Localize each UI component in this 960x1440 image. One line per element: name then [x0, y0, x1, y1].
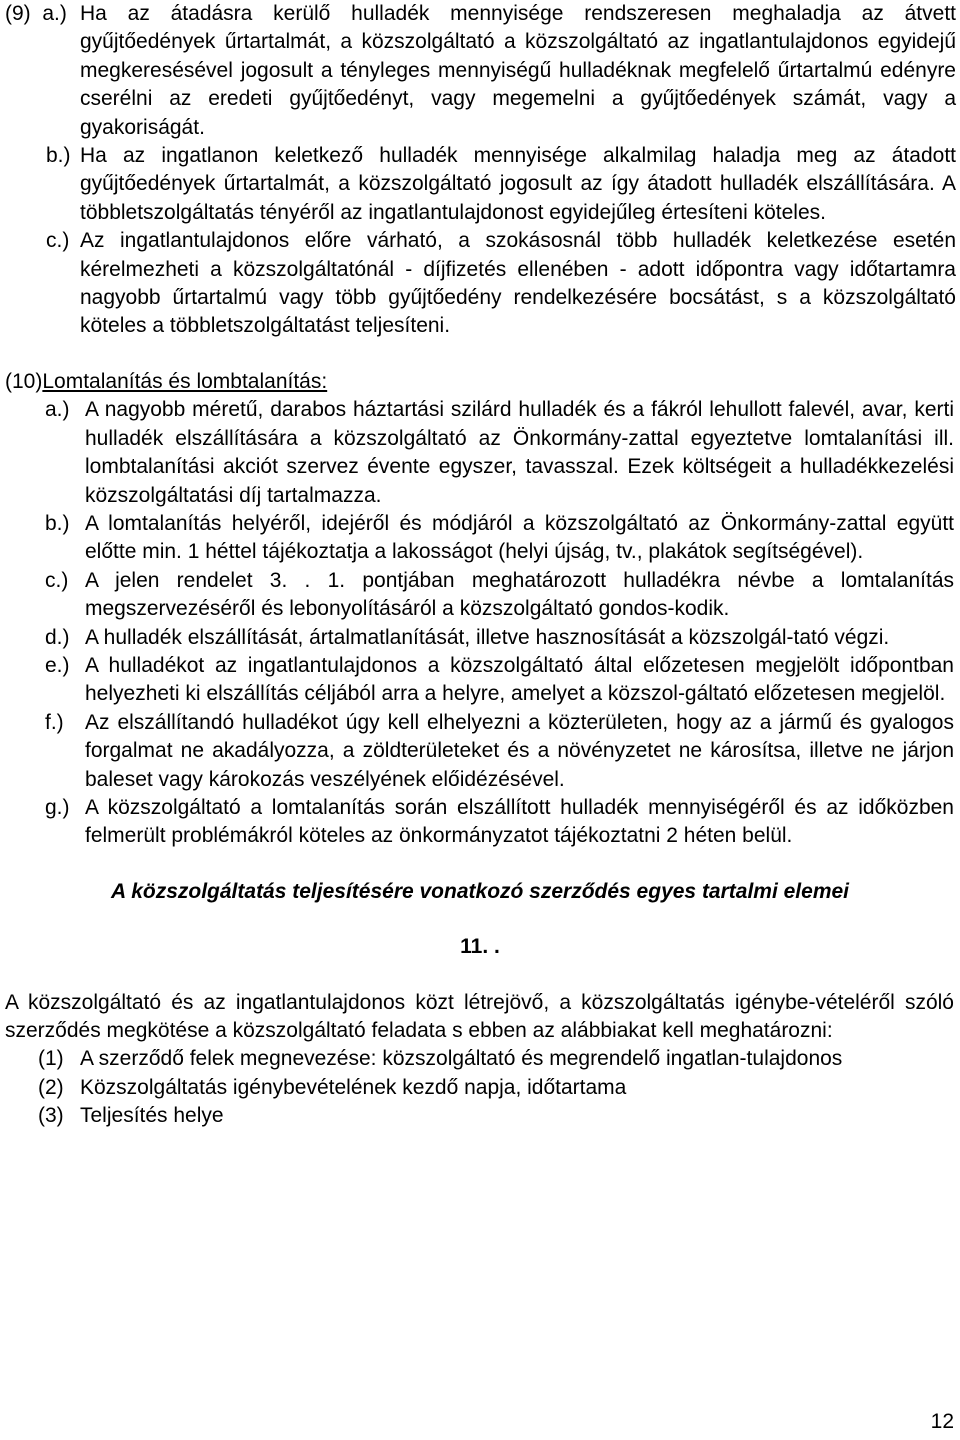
numbered-item-2 [0, 1074, 960, 1102]
section-10-item-c [0, 567, 960, 624]
page-number: 12 [930, 1409, 954, 1433]
item-text: Az elszállítandó hulladékot úgy kell elhelyezni a közterületen, hogy az a jármű és gyalogos forgalmat ne akadályozza, a zöldterületeket és a növényzetet ne károsítsa, illetve ne járjon baleset vagy károkozás veszélyének előidézésével. [85, 710, 954, 791]
item-text: A hulladékot az ingatlantulajdonos a közszolgáltató által előzetesen megjelölt időpontban helyezheti ki elszállítás céljából arra a helyre, amelyet a közszol-gáltató előzetesen megjelöl. [85, 653, 954, 706]
item-text: Ha az ingatlanon keletkező hulladék mennyisége alkalmilag haladja meg az átadott gyűjtőedények űrtartalmát, a közszolgáltató jogosult az így átadott hulladék elszállítására. A többletszolgáltatás tényéről az ingatlantulajdonost egyidejűleg értesíteni köteles. [80, 144, 956, 224]
section-10-marker: (10) [5, 369, 43, 393]
item-text: Teljesítés helye [80, 1104, 224, 1128]
numbered-list [0, 1045, 960, 1130]
item-marker: e.) [45, 653, 70, 677]
section-10-item-d [0, 624, 960, 652]
item-marker: b.) [45, 511, 70, 535]
item-marker: a.) [42, 2, 67, 25]
section-9-item-a [0, 0, 960, 142]
section-10-item-e [0, 652, 960, 709]
item-text: Közszolgáltatás igénybevételének kezdő napja, időtartama [80, 1075, 627, 1099]
intro-paragraph: A közszolgáltató és az ingatlantulajdonos közt létrejövő, a közszolgáltatás igénybe-vételéről szóló szerződés megkötése a közszolgáltató feladata s ebben az alábbiakat kell meghatározni: [5, 990, 954, 1042]
section-9-item-c [0, 227, 960, 341]
item-text: A nagyobb méretű, darabos háztartási szilárd hulladék és a fákról lehullott falevél, avar, kerti hulladék elszállítására a közszolgáltató az Önkormány-zattal egyeztetve lomtalanítási ill. lombtalanítási akciót szervez évente egyszer, tavasszal. Ezek költségeit a hulladékkezelési közszolgáltatási díj tartalmazza. [85, 398, 954, 507]
section-9-item-b [0, 142, 960, 227]
item-marker: f.) [45, 710, 64, 734]
section-title: A közszolgáltatás teljesítésére vonatkozó szerződés egyes tartalmi elemei [110, 879, 850, 903]
item-text: Ha az átadásra kerülő hulladék mennyisége rendszeresen meghaladja az átvett gyűjtőedények űrtartalmát, a közszolgáltató a közszolgáltató az ingatlantulajdonos egyidejű megkeresésével jogosult a tényleges mennyiségű hulladéknak megfelelő űrtartalmú edényre cserélni az eredeti gyűjtőedényt, vagy megemelni a gyűjtőedények számát, vagy a gyakoriságát. [80, 2, 956, 139]
section-9 [0, 0, 960, 341]
item-marker: a.) [45, 398, 70, 422]
item-text: A hulladék elszállítását, ártalmatlanítását, illetve hasznosítását a közszolgál-tató végzi. [85, 625, 890, 649]
section-9-marker: (9) a.) [5, 2, 67, 25]
item-text: A szerződő felek megnevezése: közszolgáltató és megrendelő ingatlan-tulajdonos [80, 1047, 843, 1071]
section-10-item-a [0, 396, 960, 510]
item-text: A lomtalanítás helyéről, idejéről és módjáról a közszolgáltató az Önkormány-zattal együtt előtte min. 1 héttel tájékoztatja a lakosságot (helyi újság, tv., plakátok segítségével). [85, 511, 954, 564]
numbered-item-1 [0, 1045, 960, 1073]
item-marker: (2) [38, 1075, 64, 1099]
section-10-heading [0, 368, 960, 396]
item-text: Az ingatlantulajdonos előre várható, a szokásosnál több hulladék keletkezése esetén kérelmezheti a közszolgáltatónál - díjfizetés ellenében - adott időpontra vagy időtartamra nagyobb űrtartalmú vagy több gyűjtőedény rendelkezésére bocsátást, s a közszolgáltató köteles a többletszolgáltatást teljesíteni. [80, 229, 956, 338]
item-text: A jelen rendelet 3. . 1. pontjában meghatározott hulladékra névbe a lomtalanítás megszervezéséről és lebonyolításáról a közszolgáltató gondos-kodik. [85, 568, 954, 621]
section-number: 11. . [460, 935, 500, 959]
section-10-title: Lomtalanítás és lombtalanítás: [42, 369, 328, 393]
section-10-list [0, 396, 960, 851]
item-marker: b.) [46, 144, 71, 168]
item-marker: (3) [38, 1104, 64, 1128]
section-10-item-g [0, 794, 960, 851]
item-marker: (1) [38, 1047, 64, 1071]
item-text: A közszolgáltató a lomtalanítás során elszállított hulladék mennyiségéről és az időközben felmerült problémákról köteles az önkormányzatot tájékoztatni 2 héten belül. [85, 795, 954, 848]
item-marker: g.) [45, 795, 70, 819]
section-10-item-b [0, 510, 960, 567]
item-marker: c.) [45, 568, 69, 592]
numbered-item-3 [0, 1102, 960, 1130]
item-marker: c.) [46, 229, 70, 253]
section-10-item-f [0, 709, 960, 794]
item-marker: d.) [45, 625, 70, 649]
